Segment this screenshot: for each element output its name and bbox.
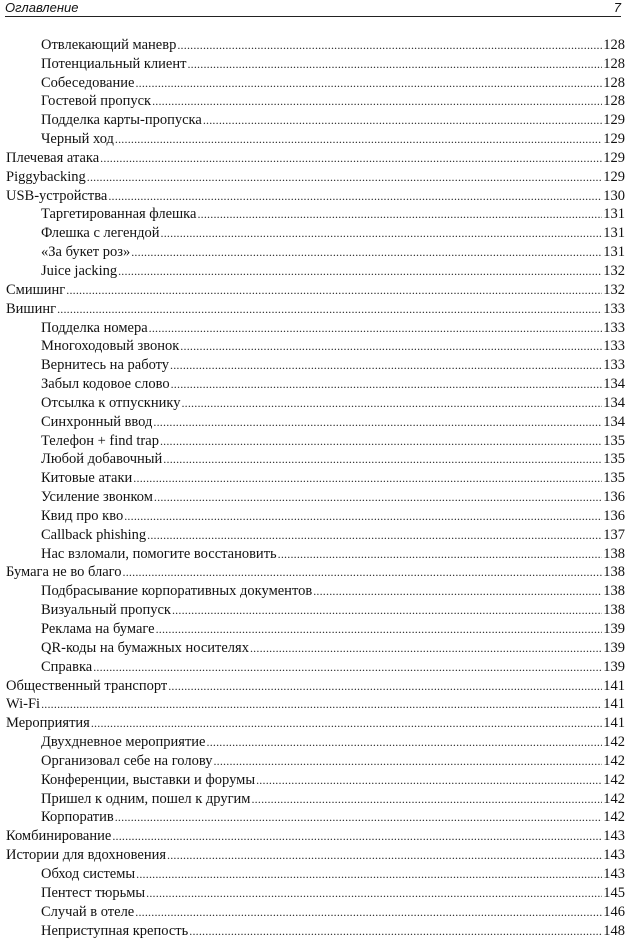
toc-entry-page: 128	[603, 93, 625, 110]
toc-entry-page: 136	[603, 507, 625, 524]
toc-subentry	[6, 770, 625, 789]
toc-entry-label: Случай в отеле	[41, 903, 135, 920]
toc-entry-label: Отсылка к отпускнику	[41, 394, 181, 411]
toc-entry-page: 133	[603, 300, 625, 317]
toc-entry-label: Гостевой пропуск	[41, 93, 152, 110]
toc-subentry	[6, 92, 625, 111]
toc-subentry	[6, 864, 625, 883]
toc-subentry	[6, 412, 625, 431]
toc-entry-label: Многоходовый звонок	[41, 338, 180, 355]
toc-entry-label: Собеседование	[41, 74, 135, 91]
toc-subentry	[6, 374, 625, 393]
toc-entry-label: Усиление звонком	[41, 489, 153, 506]
dot-leader	[180, 337, 602, 355]
running-header-title: Оглавление	[5, 0, 79, 15]
toc-subentry	[6, 355, 625, 374]
toc-entry-label: Любой добавочный	[41, 451, 163, 468]
dot-leader	[160, 432, 602, 450]
toc-entry-label: Таргетированная флешка	[41, 206, 197, 223]
toc-entry-page: 135	[603, 451, 625, 468]
toc-entry-page: 146	[603, 903, 625, 920]
toc-entry-label: Организовал себе на голову	[41, 752, 213, 769]
toc-entry-page: 141	[603, 677, 625, 694]
toc-subentry	[6, 393, 625, 412]
toc-entry-label: Синхронный ввод	[41, 413, 153, 430]
toc-entry	[6, 186, 625, 205]
toc-entry-page: 128	[603, 55, 625, 72]
dot-leader	[91, 714, 602, 732]
page-number: 7	[613, 0, 621, 15]
toc-subentry	[6, 242, 625, 261]
toc-entry-page: 143	[603, 847, 625, 864]
toc-entry-page: 131	[603, 244, 625, 261]
toc-entry-page: 134	[603, 394, 625, 411]
dot-leader	[115, 130, 602, 148]
toc-entry-label: Juice jacking	[41, 262, 118, 279]
toc-entry-label: Справка	[41, 658, 93, 675]
toc-entry-label: Пришел к одним, пошел к другим	[41, 790, 251, 807]
toc-entry	[6, 826, 625, 845]
toc-entry-page: 142	[603, 752, 625, 769]
dot-leader	[171, 375, 603, 393]
toc-subentry	[6, 600, 625, 619]
toc-entry-label: Комбинирование	[6, 828, 112, 845]
dot-leader	[124, 507, 602, 525]
toc-entry-page: 135	[603, 432, 625, 449]
toc-subentry	[6, 808, 625, 827]
toc-entry-label: Неприступная крепость	[41, 922, 189, 939]
toc-entry-page: 142	[603, 771, 625, 788]
toc-subentry	[6, 525, 625, 544]
toc-entry-page: 142	[603, 734, 625, 751]
toc-subentry	[6, 468, 625, 487]
toc-entry-label: Конференции, выставки и форумы	[41, 771, 256, 788]
toc-entry-label: Обход системы	[41, 865, 136, 882]
toc-entry-page: 129	[603, 112, 625, 129]
dot-leader	[197, 205, 602, 223]
toc-entry-page: 129	[603, 131, 625, 148]
dot-leader	[100, 149, 602, 167]
toc-entry-page: 138	[603, 602, 625, 619]
toc-subentry	[6, 638, 625, 657]
dot-leader	[123, 563, 603, 581]
dot-leader	[168, 677, 602, 695]
toc-subentry	[6, 789, 625, 808]
toc-entry-label: «За букет роз»	[41, 244, 131, 261]
toc-entry-page: 141	[603, 715, 625, 732]
toc-entry-label: Отвлекающий маневр	[41, 36, 177, 53]
toc-entry-page: 142	[603, 790, 625, 807]
toc-entry	[6, 563, 625, 582]
toc-entry-label: Двухдневное мероприятие	[41, 734, 206, 751]
toc-subentry	[6, 337, 625, 356]
toc-entry-label: Корпоратив	[41, 809, 114, 826]
dot-leader	[167, 846, 602, 864]
dot-leader	[177, 36, 602, 54]
toc-entry-page: 141	[603, 696, 625, 713]
toc-entry-label: Китовые атаки	[41, 470, 133, 487]
dot-leader	[135, 74, 602, 92]
toc-entry-label: Вернитесь на работу	[41, 357, 170, 374]
toc-entry-page: 134	[603, 413, 625, 430]
toc-entry-page: 148	[603, 922, 625, 939]
toc-subentry	[6, 883, 625, 902]
toc-entry-page: 133	[603, 319, 625, 336]
toc-subentry	[6, 544, 625, 563]
toc-subentry	[6, 751, 625, 770]
dot-leader	[213, 752, 602, 770]
toc-entry-page: 134	[603, 376, 625, 393]
toc-entry-label: Смишинг	[6, 281, 66, 298]
dot-leader	[87, 168, 603, 186]
dot-leader	[251, 790, 602, 808]
toc-entry-label: Потенциальный клиент	[41, 55, 187, 72]
toc-entry	[6, 713, 625, 732]
dot-leader	[156, 620, 603, 638]
toc-entry-label: Черный ход	[41, 131, 114, 148]
toc-subentry	[6, 261, 625, 280]
toc-entry-page: 138	[603, 583, 625, 600]
toc-entry-page: 143	[603, 828, 625, 845]
toc-entry-label: Флешка с легендой	[41, 225, 160, 242]
dot-leader	[153, 413, 602, 431]
dot-leader	[108, 187, 602, 205]
toc-entry-page: 129	[603, 149, 625, 166]
dot-leader	[135, 903, 602, 921]
toc-entry	[6, 280, 625, 299]
toc-entry-page: 131	[603, 225, 625, 242]
toc-entry-label: Квид про кво	[41, 507, 124, 524]
dot-leader	[115, 808, 603, 826]
toc-subentry	[6, 506, 625, 525]
toc-entry-label: USB-устройства	[6, 187, 108, 204]
dot-leader	[146, 884, 602, 902]
toc-entry-label: Телефон + find trap	[41, 432, 159, 449]
toc-entry-label: Плечевая атака	[6, 149, 100, 166]
toc-subentry	[6, 223, 625, 242]
toc-entry-label: Мероприятия	[6, 715, 90, 732]
dot-leader	[149, 319, 603, 337]
dot-leader	[112, 827, 602, 845]
toc-entry	[6, 148, 625, 167]
toc-subentry	[6, 732, 625, 751]
dot-leader	[187, 55, 602, 73]
toc-subentry	[6, 657, 625, 676]
toc-subentry	[6, 35, 625, 54]
dot-leader	[163, 450, 602, 468]
toc-entry-label: Подбрасывание корпоративных документов	[41, 583, 313, 600]
dot-leader	[181, 394, 602, 412]
toc-entry-page: 139	[603, 658, 625, 675]
toc-entry-page: 136	[603, 489, 625, 506]
dot-leader	[66, 281, 602, 299]
toc-entry-page: 139	[603, 621, 625, 637]
dot-leader	[250, 639, 602, 657]
dot-leader	[278, 545, 603, 563]
toc-entry	[6, 845, 625, 864]
toc-entry-label: Нас взломали, помогите восстановить	[41, 545, 277, 562]
dot-leader	[203, 111, 602, 129]
toc-entry-page: 138	[603, 564, 625, 581]
dot-leader	[131, 243, 602, 261]
toc-entry-label: QR-коды на бумажных носителях	[41, 639, 249, 656]
toc-entry-page: 145	[603, 884, 625, 901]
dot-leader	[93, 658, 602, 676]
dot-leader	[133, 469, 602, 487]
toc-entry-page: 142	[603, 809, 625, 826]
toc-subentry	[6, 54, 625, 73]
toc-entry-page: 129	[603, 168, 625, 185]
toc-entry-page: 130	[603, 187, 625, 204]
toc-entry-page: 143	[603, 865, 625, 882]
toc-subentry	[6, 487, 625, 506]
toc-subentry	[6, 73, 625, 92]
toc-subentry	[6, 129, 625, 148]
toc-subentry	[6, 902, 625, 921]
dot-leader	[313, 582, 602, 600]
toc-entry-label: Забыл кодовое слово	[41, 376, 170, 393]
toc-entry-page: 139	[603, 639, 625, 656]
toc-entry-label: Бумага не во благо	[6, 564, 122, 581]
toc-entry-page: 138	[603, 545, 625, 562]
toc-entry-label: Пентест тюрьмы	[41, 884, 146, 901]
dot-leader	[170, 356, 602, 374]
dot-leader	[161, 224, 603, 242]
toc-entry-label: Вишинг	[6, 300, 57, 317]
toc-subentry	[6, 431, 625, 450]
toc-subentry	[6, 318, 625, 337]
dot-leader	[136, 865, 602, 883]
toc-entry-label: Реклама на бумаге	[41, 621, 155, 637]
toc-subentry	[6, 450, 625, 469]
toc-entry-label: Подделка номера	[41, 319, 148, 336]
dot-leader	[57, 300, 602, 318]
toc-entry	[6, 167, 625, 186]
toc-subentry	[6, 205, 625, 224]
running-header	[5, 0, 621, 17]
toc-entry-page: 132	[603, 281, 625, 298]
toc-entry-label: Визуальный пропуск	[41, 602, 171, 619]
dot-leader	[147, 526, 602, 544]
dot-leader	[154, 488, 602, 506]
toc-entry-page: 137	[603, 526, 625, 543]
toc-entry	[6, 676, 625, 695]
dot-leader	[118, 262, 602, 280]
toc-entry-label: Wi-Fi	[6, 696, 41, 713]
toc-entry	[6, 299, 625, 318]
toc-entry-page: 133	[603, 357, 625, 374]
toc-entry-label: Piggybacking	[6, 168, 86, 185]
dot-leader	[172, 601, 602, 619]
toc-entry-page: 131	[603, 206, 625, 223]
dot-leader	[256, 771, 602, 789]
toc-entry-label: Callback phishing	[41, 526, 147, 543]
toc-entry-page: 132	[603, 262, 625, 279]
toc-subentry	[6, 581, 625, 600]
dot-leader	[207, 733, 603, 751]
toc-entry-label: Общественный транспорт	[6, 677, 168, 694]
toc-entry-page: 128	[603, 74, 625, 91]
toc-entry-label: Истории для вдохновения	[6, 847, 167, 864]
table-of-contents	[6, 35, 625, 940]
toc-entry-page: 128	[603, 36, 625, 53]
toc-subentry	[6, 110, 625, 129]
toc-entry-label: Подделка карты-пропуска	[41, 112, 202, 129]
dot-leader	[152, 92, 602, 110]
toc-entry-page: 133	[603, 338, 625, 355]
toc-entry-page: 135	[603, 470, 625, 487]
toc-entry	[6, 695, 625, 714]
toc-subentry	[6, 619, 625, 638]
dot-leader	[41, 695, 602, 713]
